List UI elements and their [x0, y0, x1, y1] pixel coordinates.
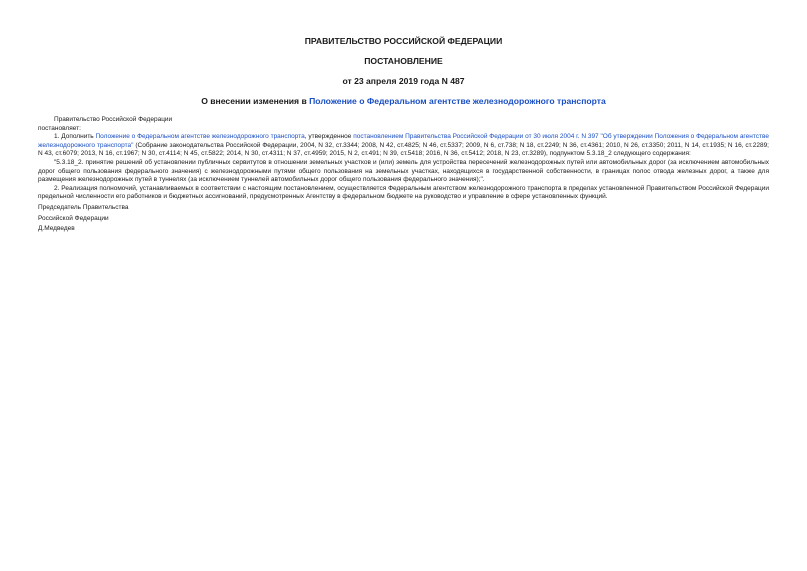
item-1-mid: , утвержденное: [304, 133, 354, 141]
government-title: ПРАВИТЕЛЬСТВО РОССИЙСКОЙ ФЕДЕРАЦИИ: [304, 36, 503, 46]
subject-regulation-link[interactable]: Положение о Федеральном агентстве железнодорожного транспорта: [309, 96, 606, 106]
signature-block: [38, 203, 769, 235]
item-2: 2. Реализация полномочий, устанавливаемых в соответствии с настоящим постановлением, осуществляется Федеральным агентством железнодорожного транспорта в пределах установленной Правительством Российской Федерации предельной численности его работников и бюджетных ассигнований, предусмотренных Агентству в федеральном бюджете на руководство и управление в сфере установленных функций.: [38, 184, 769, 201]
signature-name: Д.Медведев: [38, 225, 75, 233]
issuer-line: Правительство Российской Федерации: [54, 116, 173, 123]
item-1-rest: (Собрание законодательства Российской Федерации, 2004, N 32, ст.3344; 2008, N 42, ст.4825; N 46, ст.5337; 2009, N 6, ст.738; N 18, ст.2249; N 36, ст.4361; 2010, N 26, ст.3350; 2011, N 14, ст.1935; N 16, ст.2289; N 43, ст.6079; 2013, N 16, ст.1967; N 30, ст.4114; N 45, ст.5822; 2014, N 30, ст.4311; N 37, ст.4959; 2015, N 2, ст.491; N 39, ст.5418; 2016, N 36, ст.5412; 2018, N 23, ст.3289), подпунктом 5.3.18_2 следующего содержания:: [38, 141, 769, 158]
item-1: [38, 133, 769, 159]
document-date-number: от 23 апреля 2019 года N 487: [342, 76, 465, 86]
item-1-quote: "5.3.18_2. принятие решений об установлении публичных сервитутов в отношении земельных участков и (или) земель для устройства пересечений железнодорожных путей или автомобильных дорог (за исключением автомобильных дорог общего пользования федерального значения) с железнодорожными путями общего пользования на земельных участках, находящихся в государственной собственности, в границах полос отвода железных дорог, а также для размещения железнодорожных путей в туннелях (за исключением туннелей автомобильных дорог общего пользования федерального значения);".: [38, 158, 769, 184]
decides-line: постановляет:: [38, 124, 81, 132]
document-type: ПОСТАНОВЛЕНИЕ: [364, 56, 443, 66]
regulation-link[interactable]: Положение о Федеральном агентстве железнодорожного транспорта: [95, 133, 305, 141]
document-subject: [0, 96, 807, 106]
item-1-prefix: 1. Дополнить: [54, 133, 96, 141]
signature-position: Председатель Правительства: [38, 203, 129, 211]
document-body: [38, 116, 769, 235]
subject-prefix: О внесении изменения в: [201, 96, 310, 106]
signature-organization: Российской Федерации: [38, 214, 109, 222]
resolution-397-link[interactable]: постановлением Правительства Российской Федерации от 30 июля 2004 г. N 397 "Об утверждении Положения о Федеральном агентстве железнодорожного транспорта": [38, 133, 769, 149]
